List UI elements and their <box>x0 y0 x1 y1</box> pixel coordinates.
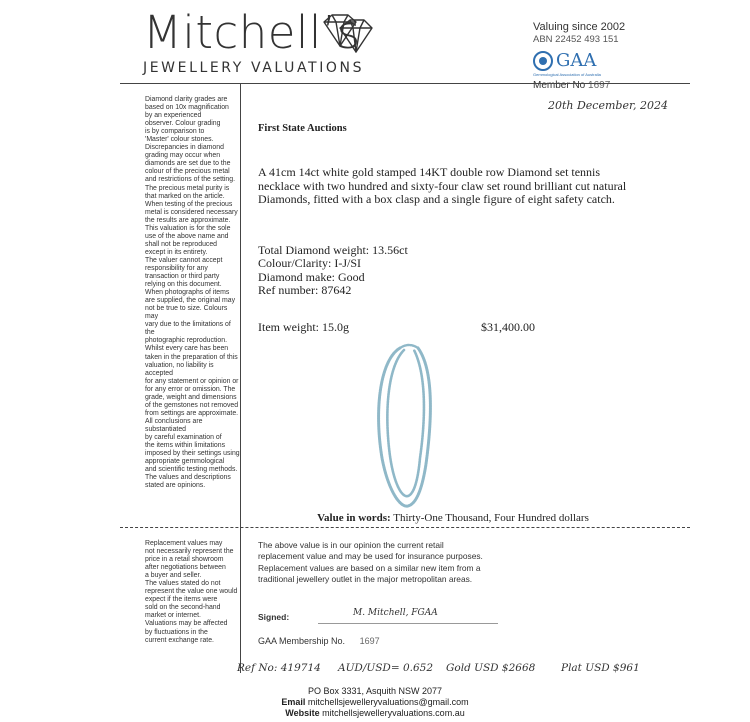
disclaimer-line: The valuer cannot accept <box>145 256 223 264</box>
member-label: Member No <box>533 79 586 91</box>
gaa-membership-number: 1697 <box>359 636 380 646</box>
disclaimer-line: shall not be reproduced <box>145 240 218 248</box>
disclaimer-line: the items within limitations <box>145 442 226 450</box>
disclaimer-line: When testing of the precious <box>145 200 233 208</box>
disclaimer-line: observer. Colour grading <box>145 120 221 128</box>
gaa-logo-subtext: Gemmological Association of Australia <box>533 71 601 77</box>
disclaimer-line: of the gemstones not removed <box>145 401 239 409</box>
disclaimer-line: that marked on the article. <box>145 192 225 200</box>
item-specs <box>258 244 408 298</box>
necklace-photo <box>370 340 446 517</box>
gaa-membership-label: GAA Membership No. <box>258 636 346 646</box>
disclaimer-line: Whilst every care has been <box>145 345 229 353</box>
member-number: 1697 <box>588 79 611 91</box>
replacement-disclaimer-line: expect if the items were <box>145 596 218 604</box>
signature: M. Mitchell, FGAA <box>353 608 438 618</box>
disclaimer-line: the results are approximate. <box>145 216 231 224</box>
item-price: $31,400.00 <box>481 320 535 334</box>
box-top-border <box>120 83 690 84</box>
disclaimer-line: by an experienced <box>145 112 202 120</box>
disclaimer-line: vary due to the limitations of the <box>145 321 231 337</box>
header-info <box>533 20 693 92</box>
disclaimer-line: colour of the precious metal <box>145 168 230 176</box>
disclaimer-line: transaction or third party <box>145 273 220 281</box>
disclaimer-line: valuation, no liability is accepted <box>145 361 214 377</box>
aud-usd-rate: AUD/USD= 0.652 <box>338 662 434 674</box>
gaa-membership <box>258 636 380 646</box>
disclaimer-line: stated are opinions. <box>145 482 206 490</box>
value-in-words-text: Thirty-One Thousand, Four Hundred dollars <box>393 512 589 524</box>
column-divider <box>240 83 241 673</box>
disclaimer-line: use of the above name and <box>145 232 229 240</box>
spec-line: Diamond make: Good <box>258 269 365 284</box>
disclaimer-line: This valuation is for the sole <box>145 224 231 232</box>
replacement-disclaimer-line: sold on the second-hand <box>145 604 221 612</box>
replacement-disclaimer-line: price in a retail showroom <box>145 556 224 564</box>
disclaimer-line: responsibility for any <box>145 264 208 272</box>
disclaimer-line: taken in the preparation of this <box>145 353 238 361</box>
disclaimer-line: based on 10x magnification <box>145 104 229 112</box>
value-in-words-label: Value in words: <box>317 512 391 524</box>
footer-email <box>0 697 750 708</box>
disclaimer-line: from settings are approximate. <box>145 409 239 417</box>
gaa-logo-text: GAA <box>556 49 597 71</box>
replacement-disclaimer-line: after negotiations between <box>145 564 226 572</box>
disclaimer-line: for any statement or opinion or <box>145 377 239 385</box>
disclaimer-line: relying on this document. <box>145 281 222 289</box>
section-divider <box>120 527 690 528</box>
footer-website-url[interactable]: mitchellsjewelleryvaluations.com.au <box>322 708 465 718</box>
value-in-words <box>258 512 648 524</box>
disclaimer-line: imposed by their settings using <box>145 450 240 458</box>
footer <box>0 686 750 719</box>
replacement-disclaimer-line: current exchange rate. <box>145 636 214 644</box>
disclaimer-line: When photographs of items <box>145 289 230 297</box>
disclaimer-line: Discrepancies in diamond <box>145 144 224 152</box>
disclaimer-line: and scientific testing methods. <box>145 466 238 474</box>
platinum-price: Plat USD $961 <box>561 662 640 674</box>
footer-email-address[interactable]: mitchellsjewelleryvaluations@gmail.com <box>307 697 469 707</box>
gold-price: Gold USD $2668 <box>446 662 536 674</box>
replacement-value-note: The above value is in our opinion the current retail replacement value and may be used for insurance purposes. Replacement values are based on a similar new item from a traditional jewellery outlet in the major metropolitan areas. <box>258 540 483 584</box>
disclaimer-line: are supplied, the original may <box>145 297 236 305</box>
gaa-logo <box>533 51 693 71</box>
disclaimer-line: for any error or omission. The <box>145 385 236 393</box>
replacement-disclaimer-line: by fluctuations in the <box>145 628 208 636</box>
disclaimer-line: except in its entirety. <box>145 248 208 256</box>
disclaimer-line: not be true to size. Colours may <box>145 305 228 321</box>
spec-line: Colour/Clarity: I-J/SI <box>258 256 361 271</box>
disclaimer-line: grade, weight and dimensions <box>145 393 237 401</box>
valuation-date: 20th December, 2024 <box>547 99 668 112</box>
footer-website-label: Website <box>285 708 320 718</box>
replacement-disclaimer-line: Replacement values may <box>145 540 223 547</box>
spec-line: Total Diamond weight: 13.56ct <box>258 243 408 257</box>
replacement-disclaimer-line: The values stated do not <box>145 580 221 588</box>
signature-line <box>318 623 498 624</box>
item-weight: Item weight: 15.0g <box>258 320 349 334</box>
footer-email-label: Email <box>281 697 306 707</box>
brand-name: Mitchell’s <box>143 6 361 59</box>
replacement-disclaimer-line: not necessarily represent the <box>145 548 234 556</box>
valuing-since: Valuing since 2002 <box>533 21 626 33</box>
disclaimer-line: 'Master' colour stones. <box>145 136 214 144</box>
disclaimer-line: The values and descriptions <box>145 474 231 482</box>
spec-line: Ref number: 87642 <box>258 283 352 298</box>
disclaimer-line: photographic reproduction. <box>145 337 227 345</box>
replacement-disclaimer-line: represent the value one would <box>145 588 238 596</box>
disclaimer-line: grading may occur when <box>145 152 221 160</box>
disclaimer-line: All conclusions are substantiated <box>145 417 203 433</box>
brand-subtitle: JEWELLERY VALUATIONS <box>143 60 365 76</box>
disclaimer-line: Diamond clarity grades are <box>145 96 228 103</box>
client-name: First State Auctions <box>258 123 347 134</box>
gaa-emblem-icon <box>533 51 553 71</box>
member-number-row <box>533 79 693 92</box>
disclaimer-line: appropriate gemmological <box>145 458 225 466</box>
disclaimer-line: diamonds are set due to the <box>145 160 231 168</box>
disclaimer-line: is by comparison to <box>145 128 205 136</box>
replacement-disclaimer-line: a buyer and seller. <box>145 572 202 580</box>
item-description: A 41cm 14ct white gold stamped 14KT double row Diamond set tennis necklace with two hundred and sixty-four claw set round brilliant cut natural Diamonds, fitted with a box clasp and a single figure of eight safety catch. <box>258 165 627 206</box>
signed-label: Signed: <box>258 612 290 622</box>
replacement-disclaimer-line: market or internet. <box>145 612 201 620</box>
abn: ABN 22452 493 151 <box>533 34 619 46</box>
footer-website <box>0 708 750 719</box>
disclaimer-line: metal is considered necessary <box>145 208 238 216</box>
replacement-disclaimer-line: Valuations may be affected <box>145 620 228 628</box>
footer-address: PO Box 3331, Asquith NSW 2077 <box>307 686 443 696</box>
disclaimer-line: The precious metal purity is <box>145 184 230 192</box>
disclaimer-text <box>145 96 240 490</box>
replacement-disclaimer-text <box>145 540 240 645</box>
diamond-logo-icon <box>320 12 376 59</box>
ref-number: Ref No: 419714 <box>237 662 321 674</box>
disclaimer-line: and restrictions of the setting. <box>145 176 236 184</box>
disclaimer-line: by careful examination of <box>145 433 222 441</box>
